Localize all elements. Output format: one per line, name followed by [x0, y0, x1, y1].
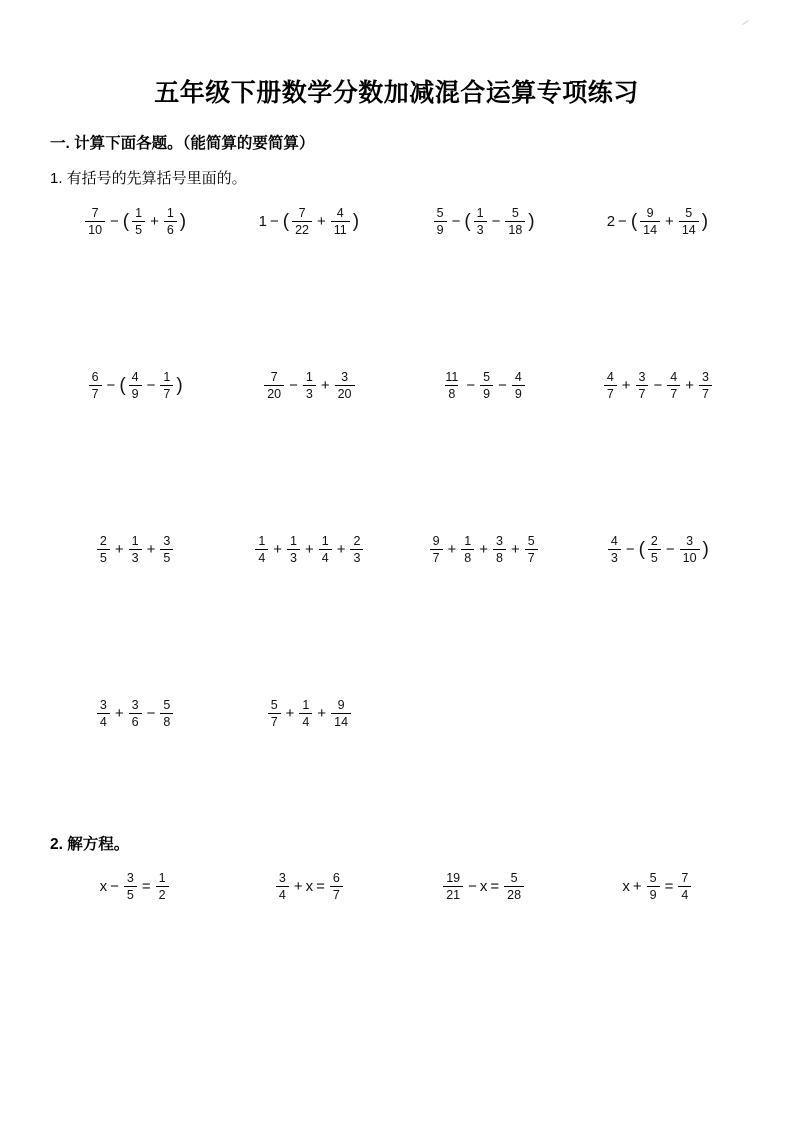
operator: −: [146, 704, 156, 722]
fraction-denominator: 6: [129, 713, 142, 729]
fraction-denominator: 7: [160, 385, 173, 401]
fraction-numerator: 5: [510, 870, 518, 885]
operator: −: [289, 376, 298, 394]
fraction: [640, 206, 660, 237]
fraction: [160, 534, 173, 565]
problem-item: [222, 866, 396, 906]
fraction-numerator: 3: [701, 369, 709, 384]
fraction: [647, 871, 660, 902]
fraction-numerator: 19: [446, 870, 461, 885]
work-space-4: [48, 736, 745, 832]
parenthesis: (: [638, 538, 645, 560]
fraction-numerator: 1: [321, 533, 329, 548]
operator: +: [336, 540, 346, 558]
fraction-denominator: 7: [699, 385, 712, 401]
term: 2: [606, 212, 616, 230]
fraction-numerator: 1: [135, 205, 143, 220]
fraction-numerator: 5: [649, 870, 657, 885]
fraction-numerator: 1: [258, 533, 266, 548]
fraction: [132, 206, 145, 237]
problem-row-4: [48, 690, 745, 736]
problem-item: [222, 362, 396, 408]
math-expression: [607, 206, 709, 237]
equation-row: [48, 866, 745, 906]
section-one-heading: 一. 计算下面各题。（能简算的要简算）: [50, 135, 315, 152]
fraction: [461, 534, 474, 565]
fraction-denominator: 14: [640, 221, 660, 237]
fraction: [648, 534, 661, 565]
operator: +: [304, 540, 314, 558]
fraction: [292, 206, 312, 237]
fraction-denominator: 4: [276, 886, 289, 902]
fraction: [331, 698, 351, 729]
fraction-denominator: 9: [129, 385, 142, 401]
math-expression: [622, 871, 693, 902]
fraction: [335, 370, 355, 401]
math-expression: [440, 370, 526, 401]
fraction-numerator: 11: [445, 369, 459, 384]
operator: +: [479, 540, 488, 558]
fraction-denominator: 21: [443, 886, 463, 902]
fraction-numerator: 4: [606, 369, 614, 384]
fraction-denominator: 4: [299, 713, 312, 729]
term: x: [305, 877, 314, 895]
page-title: 五年级下册数学分数加减混合运算专项练习: [154, 79, 639, 107]
parenthesis: (: [630, 210, 638, 232]
math-expression: [253, 534, 365, 565]
fraction-denominator: 20: [335, 385, 355, 401]
math-expression: [266, 698, 353, 729]
fraction-numerator: 6: [332, 870, 340, 885]
term: x: [99, 877, 108, 895]
fraction-numerator: 3: [278, 870, 286, 885]
operator: +: [447, 540, 457, 558]
fraction-denominator: 10: [680, 549, 700, 565]
fraction: [505, 206, 525, 237]
operator: −: [665, 540, 675, 558]
fraction-numerator: 5: [163, 697, 171, 712]
operator: +: [293, 877, 303, 895]
parenthesis: ): [701, 210, 709, 232]
problem-item: [222, 690, 396, 736]
operator: +: [150, 212, 159, 230]
fraction: [97, 698, 110, 729]
operator: +: [273, 540, 283, 558]
problem-item: [397, 690, 571, 736]
operator: +: [665, 212, 674, 230]
work-space-3: [48, 572, 745, 690]
fraction: [678, 871, 691, 902]
fraction-numerator: 1: [476, 205, 484, 220]
fraction: [699, 370, 712, 401]
problem-item: [571, 690, 745, 736]
math-expression: [274, 871, 345, 902]
fraction-numerator: 1: [290, 533, 297, 548]
math-expression: [602, 370, 714, 401]
fraction: [680, 534, 700, 565]
fraction-denominator: 3: [287, 549, 300, 565]
fraction-denominator: 7: [604, 385, 617, 401]
fraction-numerator: 1: [158, 870, 166, 885]
fraction: [156, 871, 169, 902]
problem-item: [397, 866, 571, 906]
fraction-numerator: 3: [99, 697, 107, 712]
fraction-numerator: 2: [650, 533, 658, 548]
fraction-denominator: 9: [647, 886, 660, 902]
fraction-denominator: 5: [648, 549, 661, 565]
fraction-numerator: 1: [464, 533, 472, 548]
fraction: [268, 698, 281, 729]
problem-item: [222, 198, 396, 244]
fraction: [636, 370, 649, 401]
operator: +: [317, 704, 327, 722]
fraction: [443, 871, 463, 902]
fraction: [164, 206, 177, 237]
fraction-denominator: 3: [350, 549, 363, 565]
fraction: [330, 871, 343, 902]
fraction-denominator: 7: [667, 385, 680, 401]
fraction-denominator: 4: [255, 549, 268, 565]
fraction: [512, 370, 525, 401]
problem-item: [48, 526, 222, 572]
operator: −: [618, 212, 627, 230]
fraction-denominator: 5: [132, 221, 145, 237]
fraction-denominator: 9: [512, 385, 525, 401]
parenthesis: (: [282, 210, 290, 232]
problem-item: [571, 526, 745, 572]
fraction-numerator: 9: [432, 533, 440, 548]
fraction-denominator: 7: [268, 713, 281, 729]
math-expression: [83, 206, 187, 237]
fraction-numerator: 4: [131, 369, 139, 384]
fraction-numerator: 1: [305, 369, 313, 384]
term: x: [622, 877, 630, 895]
fraction-numerator: 3: [163, 533, 171, 548]
fraction-numerator: 7: [270, 369, 278, 384]
fraction-numerator: 5: [436, 205, 444, 220]
operator: −: [146, 376, 156, 394]
fraction-denominator: 5: [160, 549, 173, 565]
problem-row-3: [48, 526, 745, 572]
operator: −: [498, 376, 507, 394]
fraction: [667, 370, 680, 401]
fraction-numerator: 5: [685, 205, 693, 220]
operator: −: [468, 877, 477, 895]
fraction-numerator: 4: [670, 369, 678, 384]
fraction: [255, 534, 268, 565]
problem-item: [397, 362, 571, 408]
fraction-numerator: 1: [302, 697, 310, 712]
parenthesis: ): [352, 210, 360, 232]
operator: −: [625, 540, 635, 558]
fraction: [679, 206, 699, 237]
fraction-numerator: 5: [511, 205, 519, 220]
fraction-denominator: 4: [97, 713, 110, 729]
parenthesis: ): [528, 210, 535, 232]
fraction-numerator: 2: [99, 533, 107, 548]
operator: +: [317, 212, 326, 230]
fraction-denominator: 8: [160, 713, 173, 729]
fraction: [434, 206, 447, 237]
problem-row-1: [48, 198, 745, 244]
fraction-numerator: 5: [270, 697, 278, 712]
fraction: [160, 698, 173, 729]
fraction-numerator: 3: [638, 369, 646, 384]
fraction-numerator: 1: [131, 533, 139, 548]
fraction: [319, 534, 332, 565]
fraction-numerator: 3: [496, 533, 503, 548]
fraction-denominator: 28: [504, 886, 524, 902]
fraction-numerator: 9: [337, 697, 345, 712]
fraction: [331, 206, 350, 237]
problem-item: [571, 198, 745, 244]
fraction-numerator: 2: [353, 533, 361, 548]
fraction: [287, 534, 300, 565]
parenthesis: (: [119, 374, 126, 396]
operator: −: [491, 212, 501, 230]
problem-item: [571, 866, 745, 906]
fraction: [604, 370, 617, 401]
work-space-2: [48, 408, 745, 526]
fraction-numerator: 5: [483, 369, 491, 384]
operator: −: [270, 212, 279, 230]
math-expression: [428, 534, 540, 565]
fraction: [504, 871, 524, 902]
math-expression: [259, 206, 360, 237]
operator: =: [316, 877, 325, 895]
fraction-numerator: 1: [166, 205, 174, 220]
fraction-numerator: 1: [163, 369, 171, 384]
operator: =: [664, 877, 674, 895]
fraction: [493, 534, 506, 565]
problem-item: [397, 198, 571, 244]
part-two-heading: 2. 解方程。: [50, 836, 130, 853]
operator: +: [632, 877, 642, 895]
term: x: [479, 877, 488, 895]
fraction-denominator: 7: [636, 385, 649, 401]
operator: −: [106, 376, 116, 394]
parenthesis: (: [122, 210, 130, 232]
fraction: [129, 698, 142, 729]
fraction: [264, 370, 284, 401]
fraction-denominator: 18: [505, 221, 525, 237]
operator: +: [685, 376, 694, 394]
math-expression: [441, 871, 526, 902]
fraction-numerator: 3: [131, 697, 139, 712]
fraction: [480, 370, 493, 401]
fraction: [160, 370, 173, 401]
problem-item: [48, 866, 222, 906]
fraction: [276, 871, 289, 902]
operator: −: [110, 877, 119, 895]
fraction-denominator: 11: [331, 221, 350, 237]
problem-item: [397, 526, 571, 572]
problem-item: [571, 362, 745, 408]
operator: +: [320, 376, 330, 394]
fraction: [124, 871, 137, 902]
fraction-denominator: 3: [303, 385, 316, 401]
operator: −: [653, 376, 663, 394]
fraction-denominator: 2: [156, 886, 169, 902]
problem-row-2: [48, 362, 745, 408]
operator: +: [621, 376, 631, 394]
fraction-denominator: 9: [480, 385, 493, 401]
operator: −: [466, 376, 476, 394]
fraction-denominator: 7: [330, 886, 343, 902]
fraction: [442, 370, 461, 401]
fraction-numerator: 3: [126, 870, 134, 885]
fraction: [85, 206, 105, 237]
problem-item: [48, 690, 222, 736]
page-corner-mark: [739, 22, 749, 32]
fraction-denominator: 9: [434, 221, 447, 237]
operator: +: [285, 704, 295, 722]
fraction-denominator: 6: [164, 221, 177, 237]
fraction-numerator: 9: [646, 205, 654, 220]
fraction-denominator: 4: [319, 549, 332, 565]
fraction-numerator: 3: [341, 369, 349, 384]
work-space-1: [48, 244, 745, 362]
math-expression: [87, 370, 184, 401]
fraction-denominator: 3: [608, 549, 621, 565]
fraction-denominator: 20: [264, 385, 284, 401]
problem-item: [48, 362, 222, 408]
fraction-denominator: 8: [493, 549, 506, 565]
fraction-numerator: 4: [336, 205, 344, 220]
fraction: [129, 534, 142, 565]
math-expression: [262, 370, 356, 401]
fraction-denominator: 5: [124, 886, 137, 902]
fraction: [129, 370, 142, 401]
fraction-denominator: 8: [461, 549, 474, 565]
parenthesis: ): [176, 374, 183, 396]
operator: +: [510, 540, 520, 558]
fraction: [608, 534, 621, 565]
fraction-denominator: 8: [445, 385, 458, 401]
math-expression: [100, 871, 171, 902]
operator: +: [114, 704, 124, 722]
fraction-numerator: 3: [686, 533, 694, 548]
operator: −: [451, 212, 461, 230]
fraction: [430, 534, 443, 565]
fraction-numerator: 7: [681, 870, 689, 885]
fraction: [525, 534, 538, 565]
fraction: [350, 534, 363, 565]
operator: −: [110, 212, 119, 230]
math-expression: [95, 534, 175, 565]
fraction-denominator: 4: [678, 886, 691, 902]
problem-item: [48, 198, 222, 244]
fraction-numerator: 6: [91, 369, 99, 384]
fraction-numerator: 4: [610, 533, 618, 548]
problem-item: [222, 526, 396, 572]
fraction-numerator: 7: [298, 205, 306, 220]
math-expression: [432, 206, 536, 237]
fraction: [474, 206, 487, 237]
fraction-denominator: 10: [85, 221, 105, 237]
parenthesis: ): [179, 210, 187, 232]
fraction-numerator: 7: [91, 205, 99, 220]
fraction-denominator: 3: [474, 221, 487, 237]
operator: =: [490, 877, 500, 895]
part-one-heading: 1. 有括号的先算括号里面的。: [50, 170, 247, 187]
fraction-denominator: 7: [89, 385, 102, 401]
operator: +: [114, 540, 124, 558]
fraction-denominator: 3: [129, 549, 142, 565]
parenthesis: ): [702, 538, 709, 560]
fraction: [97, 534, 110, 565]
math-expression: [606, 534, 710, 565]
operator: =: [141, 877, 151, 895]
math-expression: [95, 698, 175, 729]
fraction-denominator: 22: [292, 221, 312, 237]
fraction: [89, 370, 102, 401]
fraction-denominator: 7: [430, 549, 443, 565]
fraction-denominator: 14: [679, 221, 699, 237]
fraction-numerator: 4: [514, 369, 522, 384]
parenthesis: (: [464, 210, 471, 232]
fraction-denominator: 7: [525, 549, 538, 565]
fraction: [303, 370, 316, 401]
operator: +: [146, 540, 156, 558]
fraction-denominator: 5: [97, 549, 110, 565]
fraction-denominator: 14: [331, 713, 351, 729]
fraction-numerator: 5: [527, 533, 535, 548]
term: 1: [258, 212, 267, 230]
fraction: [299, 698, 312, 729]
